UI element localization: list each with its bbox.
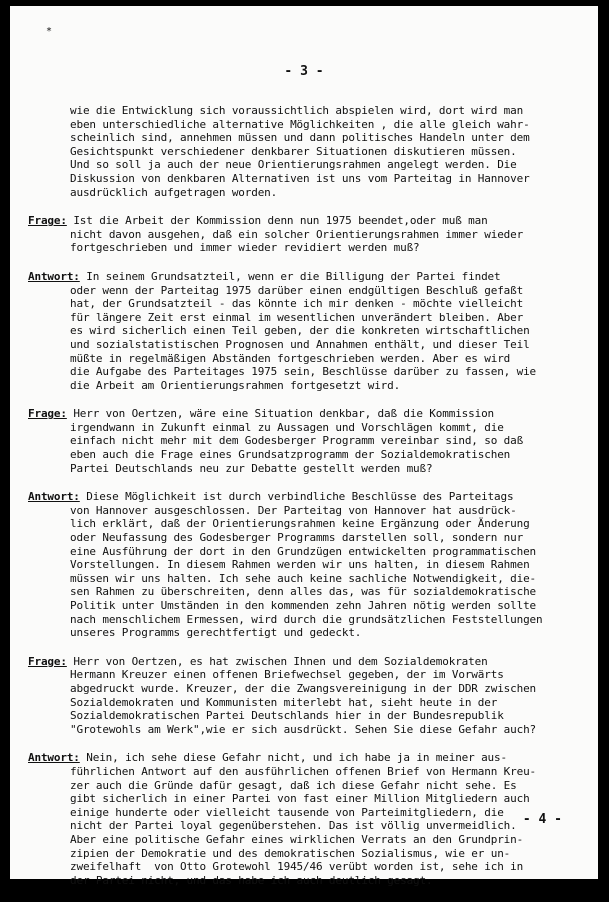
text-line: eine Ausführung der dort in den Grundzügen entwickelten programmatischen bbox=[70, 544, 537, 558]
text-line: die Aufgabe des Parteitages 1975 sein, Beschlüsse darüber zu fassen, wie bbox=[70, 365, 537, 379]
text-line: gibt sicherlich in einer Partei von fast einer Million Mitgliedern auch bbox=[70, 792, 530, 806]
speaker-label: Antwort: bbox=[28, 490, 80, 504]
text-line: Diskussion von denkbaren Alternativen ist uns vom Parteitag in Hannover bbox=[70, 171, 530, 185]
text-line: zweifelhaft von Otto Grotewohl 1945/46 verübt worden ist, sehe ich in bbox=[70, 860, 524, 874]
speaker-label: Antwort: bbox=[28, 269, 80, 283]
text-line: Und so soll ja auch der neue Orientierungsrahmen angelegt werden. Die bbox=[70, 158, 517, 172]
intro-paragraph bbox=[28, 104, 594, 199]
document-page bbox=[10, 6, 598, 887]
text-line: Herr von Oertzen, wäre eine Situation denkbar, daß die Kommission bbox=[66, 407, 495, 421]
speaker-label: Frage: bbox=[28, 654, 67, 668]
text-line: müßte in regelmäßigen Abständen fortgeschrieben werden. Aber es wird bbox=[70, 351, 511, 365]
text-line: Sozialdemokratischen Partei Deutschlands hier in der Bundesrepublik bbox=[70, 709, 504, 723]
question-paragraph bbox=[28, 214, 594, 255]
text-line: Gesichtspunkt verschiedener denkbarer Situationen diskutieren müssen. bbox=[70, 144, 517, 158]
text-line: lich erklärt, daß der Orientierungsrahmen keine Ergänzung oder Änderung bbox=[70, 517, 530, 531]
text-line: Sozialdemokraten und Kommunisten miterlebt hat, sieht heute in der bbox=[70, 695, 498, 709]
page-number: - 3 - bbox=[284, 64, 324, 79]
text-line: nach menschlichem Ermessen, wird durch die grundsätzlichen Feststellungen bbox=[70, 612, 543, 626]
text-line: fortgeschrieben und immer wieder revidiert werden muß? bbox=[70, 241, 420, 255]
first-line bbox=[28, 407, 594, 421]
text-line: von Hannover ausgeschlossen. Der Parteitag von Hannover hat ausdrück- bbox=[70, 503, 517, 517]
first-line bbox=[28, 751, 594, 765]
text-line: müssen wir uns halten. Ich sehe auch keine sachliche Notwendigkeit, die- bbox=[70, 571, 537, 585]
question-paragraph bbox=[28, 407, 594, 475]
speaker-label: Antwort: bbox=[28, 751, 80, 765]
text-line: wie die Entwicklung sich voraussichtlich abspielen wird, dort wird man bbox=[70, 104, 524, 117]
speaker-label: Frage: bbox=[28, 407, 67, 421]
text-line: für längere Zeit erst einmal im wesentlichen unverändert bleiben. Aber bbox=[70, 310, 524, 324]
text-line: unseres Programms gerechtfertigt und gedeckt. bbox=[70, 626, 362, 640]
text-line: hat, der Grundsatzteil - das könnte ich mir denken - möchte vielleicht bbox=[70, 297, 524, 311]
text-line: einfach nicht mehr mit dem Godesberger Programm vereinbar sind, so daß bbox=[70, 434, 524, 448]
question-paragraph bbox=[28, 655, 594, 737]
text-line: eben unterschiedliche alternative Möglichkeiten , die alle gleich wahr- bbox=[70, 117, 530, 131]
answer-paragraph bbox=[28, 490, 594, 640]
text-line: irgendwann in Zukunft einmal zu Aussagen und Vorschlägen kommt, die bbox=[70, 420, 504, 434]
text-line: In seinem Grundsatzteil, wenn er die Billigung der Partei findet bbox=[79, 269, 501, 283]
text-line: abgedruckt wurde. Kreuzer, der die Zwangsvereinigung in der DDR zwischen bbox=[70, 681, 537, 695]
first-line bbox=[28, 214, 594, 228]
first-line bbox=[28, 270, 594, 284]
text-line: es wird sicherlich einen Teil geben, der die konkreten wirtschaftlichen bbox=[70, 324, 530, 338]
answer-paragraph bbox=[28, 751, 594, 887]
text-line: die Arbeit am Orientierungsrahmen fortgesetzt wird. bbox=[70, 378, 401, 392]
text-line: oder wenn der Parteitag 1975 darüber einen endgültigen Beschluß gefaßt bbox=[70, 283, 524, 297]
text-line: scheinlich sind, annehmen müssen und dann politisches Handeln unter dem bbox=[70, 131, 530, 145]
speaker-label: Frage: bbox=[28, 214, 67, 228]
text-line: zipien der Demokratie und des demokratischen Sozialismus, wie er un- bbox=[70, 846, 511, 860]
text-line: Hermann Kreuzer einen offenen Briefwechsel gegeben, der im Vorwärts bbox=[70, 668, 504, 682]
text-line: nicht der Partei loyal gegenüberstehen. Das ist völlig unvermeidlich. bbox=[70, 819, 517, 833]
text-line: sen Rahmen zu überschreiten, denn alles das, was für sozialdemokratische bbox=[70, 585, 537, 599]
text-line: einige hunderte oder vielleicht tausende von Parteimitgliedern, die bbox=[70, 805, 504, 819]
text-line: "Grotewohls am Werk",wie er sich ausdrückt. Sehen Sie diese Gefahr auch? bbox=[70, 722, 537, 736]
first-line bbox=[28, 655, 594, 669]
text-line: ausdrücklich aufgetragen worden. bbox=[70, 185, 278, 199]
text-line: Vorstellungen. In diesem Rahmen werden wir uns halten, in diesem Rahmen bbox=[70, 558, 530, 572]
text-line: oder Neufassung des Godesberger Programms darstellen soll, sondern nur bbox=[70, 531, 524, 545]
text-line: eben auch die Frage eines Grundsatzprogramm der Sozialdemokratischen bbox=[70, 448, 511, 462]
text-line: zer auch die Gründe dafür gesagt, daß ich diese Gefahr nicht sehe. Es bbox=[70, 778, 517, 792]
text-line: Nein, ich sehe diese Gefahr nicht, und ich habe ja in meiner aus- bbox=[79, 751, 507, 765]
text-line: führlichen Antwort auf den ausführlichen offenen Brief von Hermann Kreu- bbox=[70, 764, 537, 778]
corner-mark: * bbox=[46, 26, 53, 37]
text-line: nicht davon ausgehen, daß ein solcher Orientierungsrahmen immer wieder bbox=[70, 227, 524, 241]
answer-paragraph bbox=[28, 270, 594, 392]
text-line: Diese Möglichkeit ist durch verbindliche Beschlüsse des Parteitags bbox=[79, 490, 514, 504]
text-line: Aber eine politische Gefahr eines wirklichen Verrats an den Grundprin- bbox=[70, 832, 524, 846]
document-body bbox=[28, 104, 594, 902]
text-line: Partei Deutschlands neu zur Debatte gestellt werden muß? bbox=[70, 461, 433, 475]
next-page-marker: - 4 - bbox=[522, 812, 562, 827]
scan-edge bbox=[602, 0, 609, 887]
text-line: Politik unter Umständen in den kommenden zehn Jahren nötig werden sollte bbox=[70, 599, 537, 612]
text-line: Ist die Arbeit der Kommission denn nun 1975 beendet,oder muß man bbox=[66, 214, 488, 228]
text-line: Herr von Oertzen, es hat zwischen Ihnen und dem Sozialdemokraten bbox=[66, 654, 488, 668]
text-line: und sozialstatistischen Prognosen und Annahmen enthält, und dieser Teil bbox=[70, 337, 530, 351]
first-line bbox=[28, 490, 594, 504]
text-line: der Partei nicht, und das habe ich auch deutlich gesagt. bbox=[70, 873, 433, 887]
